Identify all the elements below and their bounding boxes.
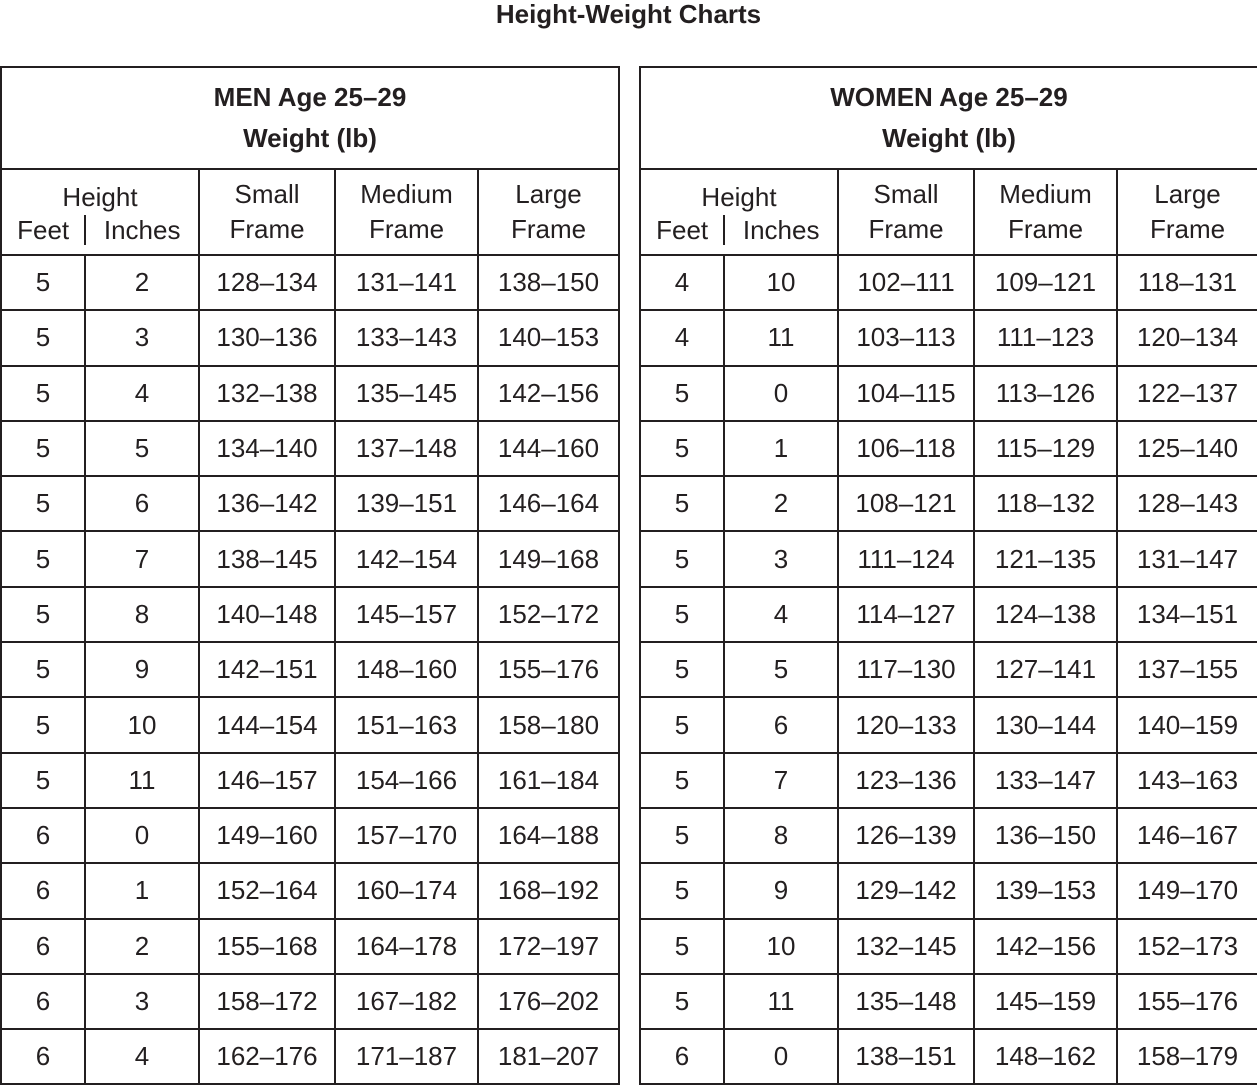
- women-medium-frame-header: [974, 169, 1117, 255]
- men-table-title-line1: MEN Age 25–29: [213, 82, 407, 112]
- inches-cell: 0: [724, 1029, 838, 1084]
- small-frame-cell: 132–145: [838, 919, 974, 974]
- men-height-label: Height: [62, 181, 138, 212]
- large-frame-cell: 161–184: [478, 753, 619, 808]
- small-frame-cell: 102–111: [838, 255, 974, 310]
- small-frame-cell: 128–134: [199, 255, 335, 310]
- large-frame-cell: 120–134: [1117, 310, 1257, 365]
- large-frame-cell: 155–176: [478, 642, 619, 697]
- inches-cell: 2: [724, 476, 838, 531]
- men-medium-frame-header: [335, 169, 478, 255]
- medium-frame-cell: 142–156: [974, 919, 1117, 974]
- feet-cell: 5: [640, 753, 724, 808]
- medium-frame-cell: 133–147: [974, 753, 1117, 808]
- large-frame-cell: 131–147: [1117, 531, 1257, 586]
- inches-cell: 10: [724, 255, 838, 310]
- men-height-header: [1, 169, 199, 255]
- inches-cell: 5: [724, 642, 838, 697]
- table-row: [1, 255, 619, 310]
- medium-frame-cell: 154–166: [335, 753, 478, 808]
- large-frame-cell: 146–167: [1117, 808, 1257, 863]
- table-row: [640, 919, 1257, 974]
- feet-cell: 6: [1, 919, 85, 974]
- large-frame-cell: 155–176: [1117, 974, 1257, 1029]
- inches-cell: 11: [724, 974, 838, 1029]
- small-frame-cell: 126–139: [838, 808, 974, 863]
- inches-cell: 1: [724, 421, 838, 476]
- small-frame-cell: 134–140: [199, 421, 335, 476]
- men-inches-label: Inches: [103, 214, 181, 245]
- women-height-label: Height: [701, 181, 777, 212]
- medium-frame-cell: 127–141: [974, 642, 1117, 697]
- table-row: [1, 697, 619, 752]
- table-row: [1, 974, 619, 1029]
- large-frame-cell: 176–202: [478, 974, 619, 1029]
- feet-cell: 5: [1, 255, 85, 310]
- inches-cell: 0: [85, 808, 199, 863]
- table-row: [640, 587, 1257, 642]
- large-frame-cell: 149–170: [1117, 863, 1257, 918]
- large-frame-cell: 137–155: [1117, 642, 1257, 697]
- table-row: [640, 642, 1257, 697]
- feet-cell: 5: [1, 366, 85, 421]
- medium-frame-cell: 109–121: [974, 255, 1117, 310]
- men-table-title-line2: Weight (lb): [243, 123, 377, 153]
- feet-cell: 5: [640, 808, 724, 863]
- men-small-frame-header: [199, 169, 335, 255]
- inches-cell: 3: [85, 310, 199, 365]
- medium-frame-cell: 151–163: [335, 697, 478, 752]
- feet-cell: 5: [640, 587, 724, 642]
- feet-cell: 5: [1, 753, 85, 808]
- large-frame-cell: 172–197: [478, 919, 619, 974]
- feet-cell: 4: [640, 310, 724, 365]
- women-feet-label: Feet: [641, 215, 725, 245]
- large-frame-cell: 168–192: [478, 863, 619, 918]
- small-frame-cell: 117–130: [838, 642, 974, 697]
- small-frame-cell: 152–164: [199, 863, 335, 918]
- small-frame-cell: 120–133: [838, 697, 974, 752]
- feet-cell: 5: [1, 310, 85, 365]
- large-frame-cell: 146–164: [478, 476, 619, 531]
- feet-cell: 5: [1, 587, 85, 642]
- medium-frame-cell: 137–148: [335, 421, 478, 476]
- inches-cell: 6: [724, 697, 838, 752]
- small-frame-cell: 158–172: [199, 974, 335, 1029]
- large-frame-cell: 149–168: [478, 531, 619, 586]
- men-medium-frame-label: Frame: [368, 214, 445, 244]
- women-small-frame-label: Frame: [868, 214, 944, 244]
- large-frame-cell: 164–188: [478, 808, 619, 863]
- feet-cell: 6: [1, 863, 85, 918]
- small-frame-cell: 135–148: [838, 974, 974, 1029]
- table-row: [1, 310, 619, 365]
- feet-cell: 5: [640, 421, 724, 476]
- medium-frame-cell: 136–150: [974, 808, 1117, 863]
- table-row: [640, 421, 1257, 476]
- large-frame-cell: 140–159: [1117, 697, 1257, 752]
- small-frame-cell: 140–148: [199, 587, 335, 642]
- small-frame-cell: 144–154: [199, 697, 335, 752]
- medium-frame-cell: 148–160: [335, 642, 478, 697]
- medium-frame-cell: 124–138: [974, 587, 1117, 642]
- table-row: [640, 808, 1257, 863]
- feet-cell: 6: [1, 974, 85, 1029]
- medium-frame-cell: 113–126: [974, 366, 1117, 421]
- feet-cell: 5: [1, 421, 85, 476]
- table-row: [1, 863, 619, 918]
- medium-frame-cell: 133–143: [335, 310, 478, 365]
- feet-cell: 5: [1, 642, 85, 697]
- inches-cell: 9: [724, 863, 838, 918]
- inches-cell: 8: [724, 808, 838, 863]
- large-frame-cell: 181–207: [478, 1029, 619, 1084]
- small-frame-cell: 138–145: [199, 531, 335, 586]
- inches-cell: 3: [85, 974, 199, 1029]
- medium-frame-cell: 145–159: [974, 974, 1117, 1029]
- feet-cell: 5: [640, 642, 724, 697]
- small-frame-cell: 132–138: [199, 366, 335, 421]
- table-row: [1, 366, 619, 421]
- medium-frame-cell: 118–132: [974, 476, 1117, 531]
- inches-cell: 10: [85, 697, 199, 752]
- feet-cell: 4: [640, 255, 724, 310]
- medium-frame-cell: 139–151: [335, 476, 478, 531]
- women-small-frame-header: [838, 169, 974, 255]
- medium-frame-cell: 171–187: [335, 1029, 478, 1084]
- table-row: [1, 531, 619, 586]
- large-frame-cell: 134–151: [1117, 587, 1257, 642]
- large-frame-cell: 125–140: [1117, 421, 1257, 476]
- small-frame-cell: 108–121: [838, 476, 974, 531]
- table-row: [1, 476, 619, 531]
- table-row: [1, 919, 619, 974]
- large-frame-cell: 122–137: [1117, 366, 1257, 421]
- medium-frame-cell: 115–129: [974, 421, 1117, 476]
- feet-cell: 6: [1, 808, 85, 863]
- feet-cell: 5: [640, 476, 724, 531]
- large-frame-cell: 128–143: [1117, 476, 1257, 531]
- small-frame-cell: 155–168: [199, 919, 335, 974]
- men-weight-table: [0, 66, 620, 1085]
- medium-frame-cell: 167–182: [335, 974, 478, 1029]
- medium-frame-cell: 157–170: [335, 808, 478, 863]
- feet-cell: 5: [640, 974, 724, 1029]
- men-large-label: Large: [515, 179, 582, 209]
- small-frame-cell: 123–136: [838, 753, 974, 808]
- table-row: [1, 1029, 619, 1084]
- inches-cell: 4: [724, 587, 838, 642]
- inches-cell: 2: [85, 919, 199, 974]
- small-frame-cell: 106–118: [838, 421, 974, 476]
- small-frame-cell: 103–113: [838, 310, 974, 365]
- inches-cell: 9: [85, 642, 199, 697]
- medium-frame-cell: 131–141: [335, 255, 478, 310]
- small-frame-cell: 162–176: [199, 1029, 335, 1084]
- men-table-body: [1, 255, 619, 1084]
- inches-cell: 8: [85, 587, 199, 642]
- feet-cell: 5: [640, 531, 724, 586]
- medium-frame-cell: 145–157: [335, 587, 478, 642]
- inches-cell: 4: [85, 366, 199, 421]
- large-frame-cell: 152–173: [1117, 919, 1257, 974]
- table-row: [640, 310, 1257, 365]
- men-large-frame-header: [478, 169, 619, 255]
- large-frame-cell: 118–131: [1117, 255, 1257, 310]
- medium-frame-cell: 148–162: [974, 1029, 1117, 1084]
- medium-frame-cell: 121–135: [974, 531, 1117, 586]
- men-small-label: Small: [234, 179, 300, 209]
- inches-cell: 1: [85, 863, 199, 918]
- table-row: [640, 974, 1257, 1029]
- women-small-label: Small: [873, 179, 939, 209]
- page-title: Height-Weight Charts: [495, 0, 762, 29]
- table-row: [1, 421, 619, 476]
- inches-cell: 7: [85, 531, 199, 586]
- small-frame-cell: 130–136: [199, 310, 335, 365]
- table-row: [640, 476, 1257, 531]
- feet-cell: 5: [640, 697, 724, 752]
- feet-cell: 5: [640, 366, 724, 421]
- feet-cell: 5: [640, 863, 724, 918]
- large-frame-cell: 158–179: [1117, 1029, 1257, 1084]
- men-medium-label: Medium: [360, 179, 453, 209]
- table-row: [640, 697, 1257, 752]
- large-frame-cell: 143–163: [1117, 753, 1257, 808]
- inches-cell: 4: [85, 1029, 199, 1084]
- inches-cell: 5: [85, 421, 199, 476]
- feet-cell: 6: [1, 1029, 85, 1084]
- women-medium-frame-label: Frame: [1007, 214, 1084, 244]
- table-row: [640, 863, 1257, 918]
- inches-cell: 10: [724, 919, 838, 974]
- women-table-title: [640, 67, 1257, 169]
- medium-frame-cell: 111–123: [974, 310, 1117, 365]
- women-table-body: [640, 255, 1257, 1084]
- small-frame-cell: 114–127: [838, 587, 974, 642]
- table-row: [1, 642, 619, 697]
- medium-frame-cell: 139–153: [974, 863, 1117, 918]
- medium-frame-cell: 164–178: [335, 919, 478, 974]
- men-feet-label: Feet: [2, 215, 86, 245]
- inches-cell: 0: [724, 366, 838, 421]
- table-row: [640, 366, 1257, 421]
- table-row: [640, 1029, 1257, 1084]
- table-row: [1, 753, 619, 808]
- large-frame-cell: 144–160: [478, 421, 619, 476]
- men-table-title: [1, 67, 619, 169]
- feet-cell: 5: [1, 531, 85, 586]
- large-frame-cell: 138–150: [478, 255, 619, 310]
- women-large-frame-label: Frame: [1149, 214, 1226, 244]
- feet-cell: 5: [1, 476, 85, 531]
- women-inches-label: Inches: [742, 214, 820, 245]
- women-height-header: [640, 169, 838, 255]
- inches-cell: 11: [85, 753, 199, 808]
- small-frame-cell: 136–142: [199, 476, 335, 531]
- small-frame-cell: 146–157: [199, 753, 335, 808]
- large-frame-cell: 140–153: [478, 310, 619, 365]
- inches-cell: 6: [85, 476, 199, 531]
- women-medium-label: Medium: [999, 179, 1092, 209]
- small-frame-cell: 138–151: [838, 1029, 974, 1084]
- women-large-frame-header: [1117, 169, 1257, 255]
- women-weight-table: [639, 66, 1257, 1085]
- table-row: [1, 587, 619, 642]
- feet-cell: 5: [1, 697, 85, 752]
- medium-frame-cell: 135–145: [335, 366, 478, 421]
- small-frame-cell: 149–160: [199, 808, 335, 863]
- inches-cell: 11: [724, 310, 838, 365]
- feet-cell: 6: [640, 1029, 724, 1084]
- small-frame-cell: 111–124: [838, 531, 974, 586]
- table-row: [640, 753, 1257, 808]
- large-frame-cell: 152–172: [478, 587, 619, 642]
- large-frame-cell: 158–180: [478, 697, 619, 752]
- men-large-frame-label: Frame: [510, 214, 587, 244]
- feet-cell: 5: [640, 919, 724, 974]
- small-frame-cell: 142–151: [199, 642, 335, 697]
- women-table-title-line1: WOMEN Age 25–29: [830, 82, 1068, 112]
- medium-frame-cell: 142–154: [335, 531, 478, 586]
- small-frame-cell: 129–142: [838, 863, 974, 918]
- table-row: [640, 531, 1257, 586]
- small-frame-cell: 104–115: [838, 366, 974, 421]
- men-small-frame-label: Frame: [229, 214, 305, 244]
- table-row: [640, 255, 1257, 310]
- women-large-label: Large: [1154, 179, 1221, 209]
- medium-frame-cell: 130–144: [974, 697, 1117, 752]
- inches-cell: 3: [724, 531, 838, 586]
- inches-cell: 7: [724, 753, 838, 808]
- women-table-title-line2: Weight (lb): [882, 123, 1016, 153]
- inches-cell: 2: [85, 255, 199, 310]
- large-frame-cell: 142–156: [478, 366, 619, 421]
- table-row: [1, 808, 619, 863]
- medium-frame-cell: 160–174: [335, 863, 478, 918]
